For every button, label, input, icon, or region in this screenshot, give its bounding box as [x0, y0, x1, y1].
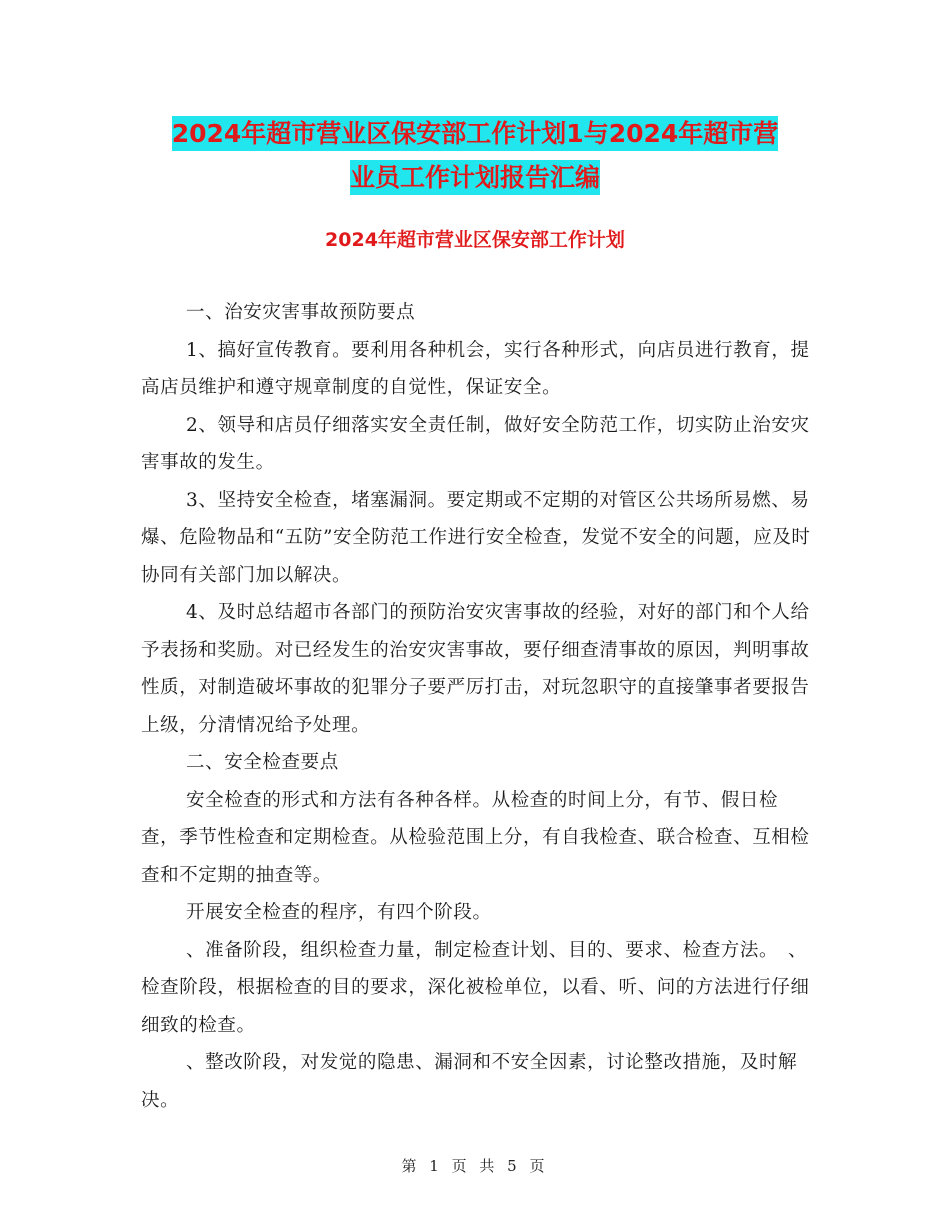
heading-prevention-points: 一、治安灾害事故预防要点	[186, 302, 416, 323]
section-title: 2024年超市营业区保安部工作计划	[325, 229, 625, 251]
paragraph-6: 开展安全检查的程序，有四个阶段。	[186, 902, 492, 923]
paragraph-5: 安全检查的形式和方法有各种各样。从检查的时间上分，有节、假日检查，季节性检查和定期检查。从检验范围上分，有自我检查、联合检查、互相检查和不定期的抽查等。	[141, 789, 810, 886]
document-body	[141, 294, 813, 1119]
page-number: 第 1 页 共 5 页	[401, 1157, 549, 1175]
paragraph-2: 2、领导和店员仔细落实安全责任制，做好安全防范工作，切实防止治安灾害事故的发生。	[141, 414, 810, 473]
document-title-line-2: 业员工作计划报告汇编	[350, 160, 600, 195]
heading-inspection-points: 二、安全检查要点	[186, 752, 339, 773]
paragraph-8: 、整改阶段，对发觉的隐患、漏洞和不安全因素，讨论整改措施，及时解决。	[141, 1052, 798, 1111]
document-title	[0, 112, 950, 200]
document-title-line-1: 2024年超市营业区保安部工作计划1与2024年超市营	[172, 116, 779, 151]
paragraph-3: 3、坚持安全检查，堵塞漏洞。要定期或不定期的对管区公共场所易燃、易爆、危险物品和“五防”安全防范工作进行安全检查，发觉不安全的问题，应及时协同有关部门加以解决。	[141, 489, 811, 586]
paragraph-4: 4、及时总结超市各部门的预防治安灾害事故的经验，对好的部门和个人给予表扬和奖励。对已经发生的治安灾害事故，要仔细查清事故的原因，判明事故性质，对制造破坏事故的犯罪分子要严厉打击，对玩忽职守的直接肇事者要报告上级，分清情况给予处理。	[141, 602, 810, 736]
paragraph-1: 1、搞好宣传教育。要利用各种机会，实行各种形式，向店员进行教育，提高店员维护和遵守规章制度的自觉性，保证安全。	[141, 339, 810, 398]
paragraph-7: 、准备阶段，组织检查力量，制定检查计划、目的、要求、检查方法。 、检查阶段，根据检查的目的要求，深化被检单位，以看、听、问的方法进行仔细细致的检查。	[141, 939, 810, 1036]
